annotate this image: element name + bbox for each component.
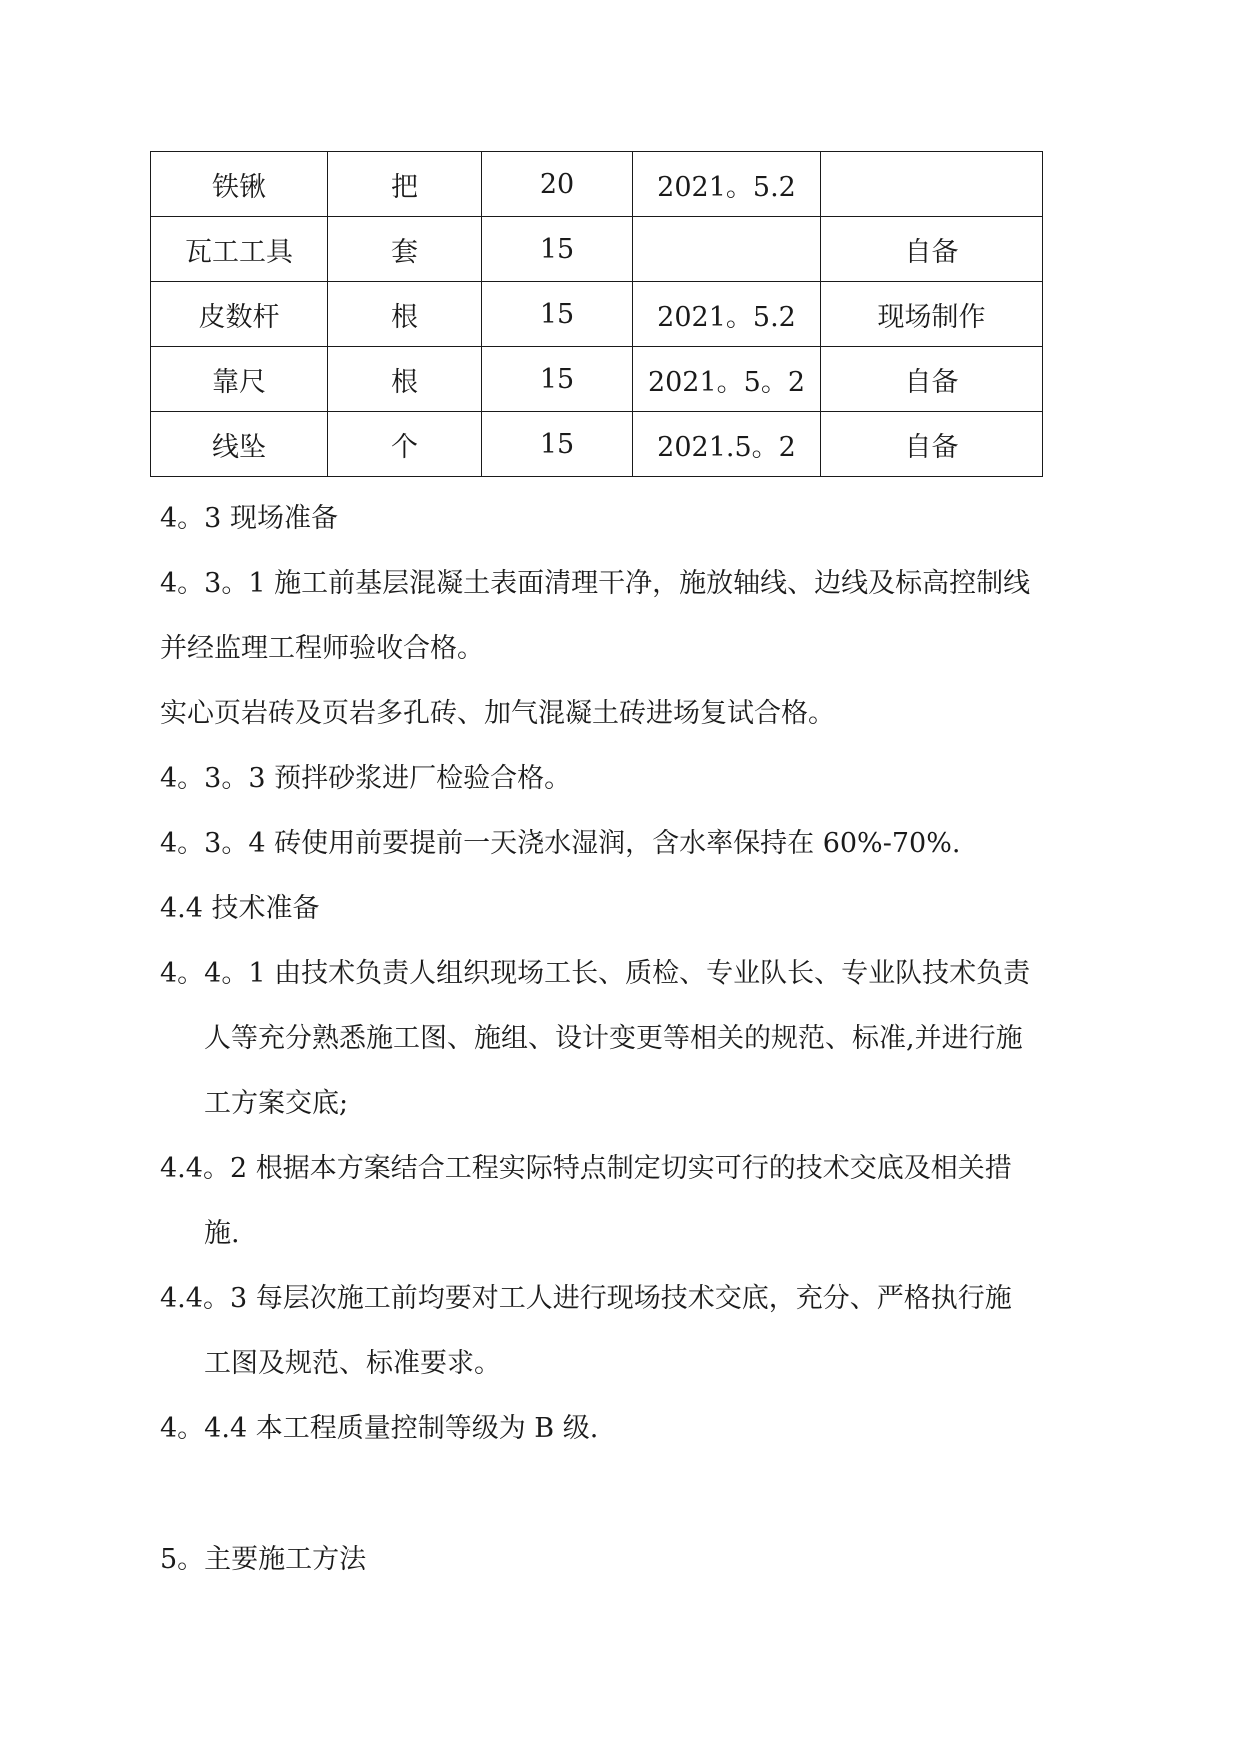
- paragraph-line: 4.4。3 每层次施工前均要对工人进行现场技术交底，充分、严格执行施: [160, 1283, 1012, 1314]
- quantity-cell: 15: [482, 217, 633, 282]
- note-cell: 现场制作: [821, 282, 1043, 347]
- tool-name-cell: 皮数杆: [151, 282, 328, 347]
- table-row: [151, 282, 1043, 347]
- quantity-cell: 20: [482, 152, 633, 217]
- paragraph-line: 实心页岩砖及页岩多孔砖、加气混凝土砖进场复试合格。: [160, 698, 835, 729]
- quantity-cell: 15: [482, 412, 633, 477]
- paragraph-line: 并经监理工程师验收合格。: [160, 633, 484, 664]
- date-cell: 2021。5。2: [633, 347, 821, 412]
- date-cell: 2021。5.2: [633, 282, 821, 347]
- table-row: [151, 152, 1043, 217]
- date-cell: [633, 217, 821, 282]
- unit-cell: 根: [328, 347, 482, 412]
- quantity-cell: 15: [482, 282, 633, 347]
- paragraph-line: 4。3。4 砖使用前要提前一天浇水湿润，含水率保持在 60%-70%.: [160, 828, 961, 859]
- table-row: [151, 347, 1043, 412]
- note-cell: [821, 152, 1043, 217]
- paragraph-line: 施.: [204, 1218, 240, 1249]
- paragraph-line: 4。3。3 预拌砂浆进厂检验合格。: [160, 763, 572, 794]
- unit-cell: 个: [328, 412, 482, 477]
- paragraph-line: 4.4。2 根据本方案结合工程实际特点制定切实可行的技术交底及相关措: [160, 1153, 1012, 1184]
- tool-name-cell: 线坠: [151, 412, 328, 477]
- note-cell: 自备: [821, 217, 1043, 282]
- quantity-cell: 15: [482, 347, 633, 412]
- table-row: [151, 217, 1043, 282]
- paragraph-line: 工图及规范、标准要求。: [204, 1348, 501, 1379]
- tools-table: [150, 151, 1043, 477]
- tool-name-cell: 铁锹: [151, 152, 328, 217]
- paragraph-line: 4。4.4 本工程质量控制等级为 B 级.: [160, 1413, 599, 1444]
- unit-cell: 根: [328, 282, 482, 347]
- paragraph-line: 4。4。1 由技术负责人组织现场工长、质检、专业队长、专业队技术负责: [160, 958, 1031, 989]
- paragraph-line: 4。3。1 施工前基层混凝土表面清理干净，施放轴线、边线及标高控制线: [160, 568, 1031, 599]
- section-heading-site-prep: 4。3 现场准备: [160, 503, 338, 534]
- table-row: [151, 412, 1043, 477]
- unit-cell: 套: [328, 217, 482, 282]
- unit-cell: 把: [328, 152, 482, 217]
- date-cell: 2021.5。2: [633, 412, 821, 477]
- note-cell: 自备: [821, 412, 1043, 477]
- tool-name-cell: 瓦工工具: [151, 217, 328, 282]
- date-cell: 2021。5.2: [633, 152, 821, 217]
- section-heading-main-methods: 5。主要施工方法: [160, 1544, 367, 1575]
- note-cell: 自备: [821, 347, 1043, 412]
- tool-name-cell: 靠尺: [151, 347, 328, 412]
- paragraph-line: 人等充分熟悉施工图、施组、设计变更等相关的规范、标准,并进行施: [204, 1023, 1023, 1054]
- paragraph-line: 工方案交底;: [204, 1088, 349, 1119]
- section-heading-tech-prep: 4.4 技术准备: [160, 893, 320, 924]
